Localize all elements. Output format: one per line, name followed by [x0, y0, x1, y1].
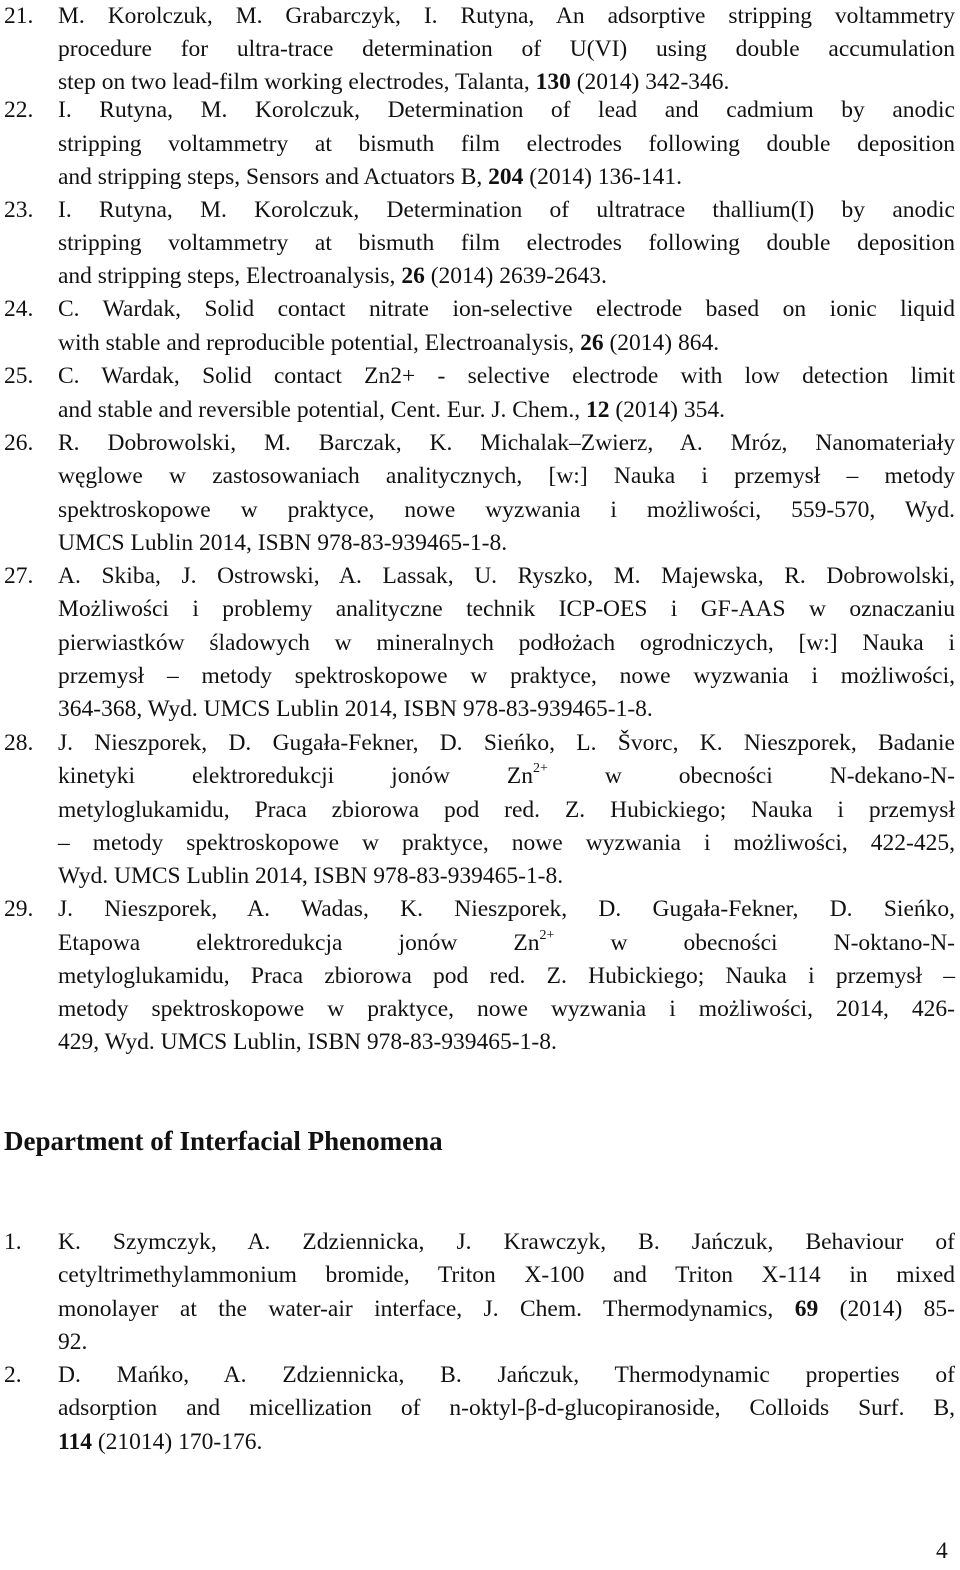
section-heading: Department of Interfacial Phenomena	[4, 1126, 443, 1156]
reference-line: C. Wardak, Solid contact Zn2+ - selective electrode with low detection limit	[58, 363, 955, 389]
reference-line: metyloglukamidu, Praca zbiorowa pod red. Z. Hubickiego; Nauka i przemysł –	[58, 963, 955, 989]
reference-line: K. Szymczyk, A. Zdziennicka, J. Krawczyk, B. Jańczuk, Behaviour of	[58, 1229, 955, 1255]
reference-line: D. Mańko, A. Zdziennicka, B. Jańczuk, Thermodynamic properties of	[58, 1362, 955, 1388]
reference-number: 21.	[4, 3, 34, 29]
reference-line: I. Rutyna, M. Korolczuk, Determination of ultratrace thallium(I) by anodic	[58, 197, 955, 223]
reference-line: step on two lead-film working electrodes, Talanta, 130 (2014) 342-346.	[58, 69, 730, 95]
reference-line: with stable and reproducible potential, Electroanalysis, 26 (2014) 864.	[58, 330, 720, 356]
reference-line: 92.	[58, 1329, 88, 1355]
reference-number: 22.	[4, 97, 34, 123]
reference-line: 364-368, Wyd. UMCS Lublin 2014, ISBN 978-83-939465-1-8.	[58, 696, 653, 722]
reference-number: 26.	[4, 430, 34, 456]
reference-line: przemysł – metody spektroskopowe w praktyce, nowe wyzwania i możliwości,	[58, 663, 955, 689]
reference-line: J. Nieszporek, D. Gugała-Fekner, D. Sieńko, L. Švorc, K. Nieszporek, Badanie	[58, 730, 955, 756]
reference-line: and stripping steps, Sensors and Actuators B, 204 (2014) 136-141.	[58, 164, 683, 190]
reference-line: J. Nieszporek, A. Wadas, K. Nieszporek, D. Gugała-Fekner, D. Sieńko,	[58, 896, 955, 922]
reference-line: 429, Wyd. UMCS Lublin, ISBN 978-83-939465-1-8.	[58, 1029, 557, 1055]
reference-line: kinetyki elektroredukcji jonów $Zn^{2+}$ w obecności N-dekano-N-	[58, 761, 955, 789]
reference-line: metody spektroskopowe w praktyce, nowe wyzwania i możliwości, 2014, 426-	[58, 996, 955, 1022]
reference-line: UMCS Lublin 2014, ISBN 978-83-939465-1-8.	[58, 530, 508, 556]
reference-line: pierwiastków śladowych w mineralnych podłożach ogrodniczych, [w:] Nauka i	[58, 630, 955, 656]
reference-number: 24.	[4, 296, 34, 322]
reference-line: – metody spektroskopowe w praktyce, nowe wyzwania i możliwości, 422-425,	[58, 830, 955, 856]
page-number: 4	[936, 1538, 948, 1564]
reference-line: 114 (21014) 170-176.	[58, 1429, 263, 1455]
reference-line: monolayer at the water-air interface, J. Chem. Thermodynamics, 69 (2014) 85-	[58, 1296, 956, 1322]
reference-line: and stripping steps, Electroanalysis, 26 (2014) 2639-2643.	[58, 263, 607, 289]
reference-number: 28.	[4, 730, 34, 756]
reference-line: M. Korolczuk, M. Grabarczyk, I. Rutyna, An adsorptive stripping voltammetry	[58, 3, 955, 29]
reference-line: Etapowa elektroredukcja jonów $Zn^{2+}$ w obecności N-oktano-N-	[58, 928, 955, 956]
reference-line: spektroskopowe w praktyce, nowe wyzwania i możliwości, 559-570, Wyd.	[58, 497, 955, 523]
reference-number: 23.	[4, 197, 34, 223]
reference-number: 25.	[4, 363, 34, 389]
reference-line: and stable and reversible potential, Cent. Eur. J. Chem., 12 (2014) 354.	[58, 397, 726, 423]
reference-line: stripping voltammetry at bismuth film electrodes following double deposition	[58, 131, 955, 157]
reference-line: procedure for ultra-trace determination of U(VI) using double accumulation	[58, 36, 955, 62]
reference-line: cetyltrimethylammonium bromide, Triton X-100 and Triton X-114 in mixed	[58, 1262, 955, 1288]
reference-number: 29.	[4, 896, 34, 922]
reference-line: Możliwości i problemy analityczne technik ICP-OES i GF-AAS w oznaczaniu	[58, 596, 955, 622]
reference-line: adsorption and micellization of n-oktyl-β-d-glucopiranoside, Colloids Surf. B,	[58, 1395, 955, 1421]
reference-line: Wyd. UMCS Lublin 2014, ISBN 978-83-939465-1-8.	[58, 863, 564, 889]
reference-line: węglowe w zastosowaniach analitycznych, [w:] Nauka i przemysł – metody	[58, 463, 955, 489]
reference-line: metyloglukamidu, Praca zbiorowa pod red. Z. Hubickiego; Nauka i przemysł	[58, 797, 955, 823]
reference-line: C. Wardak, Solid contact nitrate ion-selective electrode based on ionic liquid	[58, 296, 955, 322]
reference-line: A. Skiba, J. Ostrowski, A. Lassak, U. Ryszko, M. Majewska, R. Dobrowolski,	[58, 563, 955, 589]
reference-number: 2.	[4, 1362, 22, 1388]
reference-line: R. Dobrowolski, M. Barczak, K. Michalak–Zwierz, A. Mróz, Nanomateriały	[58, 430, 955, 456]
reference-number: 1.	[4, 1229, 22, 1255]
reference-line: I. Rutyna, M. Korolczuk, Determination of lead and cadmium by anodic	[58, 97, 955, 123]
reference-number: 27.	[4, 563, 34, 589]
reference-line: stripping voltammetry at bismuth film electrodes following double deposition	[58, 230, 955, 256]
